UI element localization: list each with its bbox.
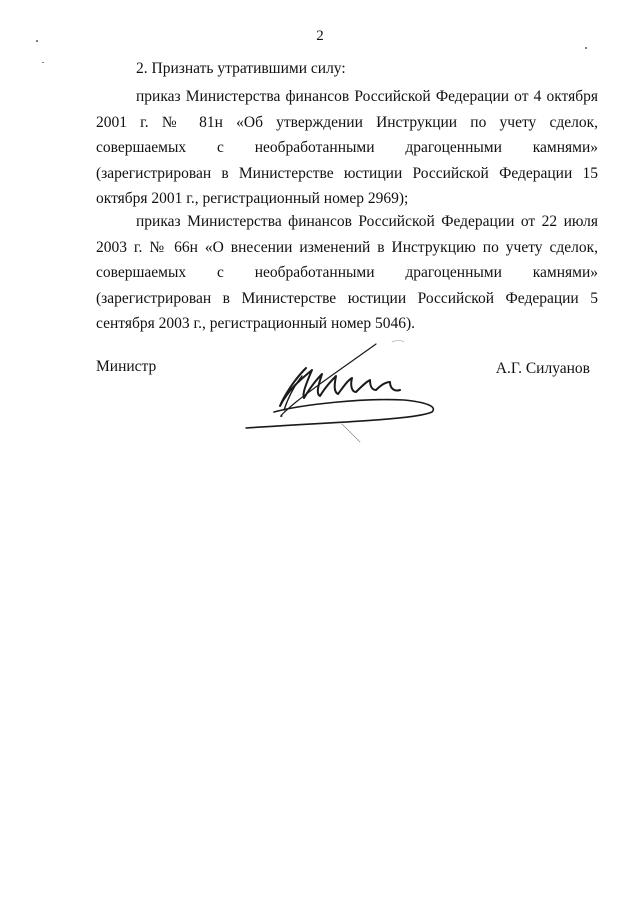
scan-speck [42, 62, 44, 63]
handwritten-signature-icon [244, 340, 464, 450]
scan-speck [585, 47, 587, 49]
section-heading: 2. Признать утратившими силу: [136, 60, 346, 77]
paragraph-order-66n: приказ Министерства финансов Российской Федерации от 22 июля 2003 г. № 66н «О внесении изменений в Инструкцию по учету сделок, совершаемых с необработанными драгоценными камнями» (зарегистрирован в Министерстве юстиции Российской Федерации 5 сентября 2003 г., регистрационный номер 5046). [96, 213, 598, 332]
signatory-name: А.Г. Силуанов [495, 360, 590, 377]
signature-block [96, 358, 598, 458]
page-number: 2 [316, 28, 324, 44]
paragraph-order-81n: приказ Министерства финансов Российской Федерации от 4 октября 2001 г. № 81н «Об утверждении Инструкции по учету сделок, совершаемых с необработанными драгоценными камнями» (зарегистрирован в Министерстве юстиции Российской Федерации 15 октября 2001 г., регистрационный номер 2969); [96, 88, 598, 207]
signatory-title: Министр [96, 358, 157, 375]
